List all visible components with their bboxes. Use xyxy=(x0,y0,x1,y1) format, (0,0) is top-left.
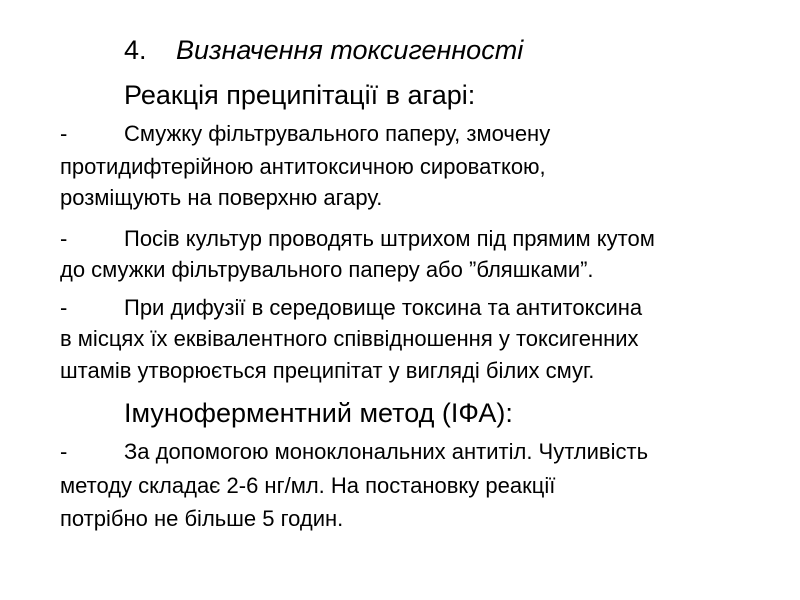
subheading-precipitation: Реакція преципітації в агарі: xyxy=(124,80,476,110)
list-item-text: Смужку фільтрувального паперу, змочену xyxy=(124,121,551,146)
list-marker: - xyxy=(60,226,68,251)
list-item-text: розміщують на поверхню агару. xyxy=(60,185,383,210)
section-title: Визначення токсигенності xyxy=(176,35,524,65)
list-item xyxy=(60,228,655,250)
list-item-text: методу складає 2-6 нг/мл. На постановку реакції xyxy=(60,473,556,498)
subheading-elisa: Імуноферментний метод (ІФА): xyxy=(124,398,513,428)
section-number: 4. xyxy=(124,35,147,65)
list-item xyxy=(60,297,642,319)
list-item xyxy=(60,441,648,463)
list-item xyxy=(60,123,550,145)
section-heading xyxy=(124,37,523,64)
list-item-text: протидифтерійною антитоксичною сироваткою, xyxy=(60,154,546,179)
list-item-text: до смужки фільтрувального паперу або ”бляшками”. xyxy=(60,257,594,282)
list-item-text: штамів утворюється преципітат у вигляді білих смуг. xyxy=(60,358,595,383)
list-marker: - xyxy=(60,439,68,464)
list-item-text: в місцях їх еквівалентного співвідношення у токсигенних xyxy=(60,326,639,351)
list-item-text: потрібно не більше 5 годин. xyxy=(60,506,344,531)
list-marker: - xyxy=(60,121,68,146)
list-item-text: При дифузії в середовище токсина та антитоксина xyxy=(124,295,643,320)
list-marker: - xyxy=(60,295,68,320)
list-item-text: За допомогою моноклональних антитіл. Чутливість xyxy=(124,439,649,464)
list-item-text: Посів культур проводять штрихом під прямим кутом xyxy=(124,226,655,251)
